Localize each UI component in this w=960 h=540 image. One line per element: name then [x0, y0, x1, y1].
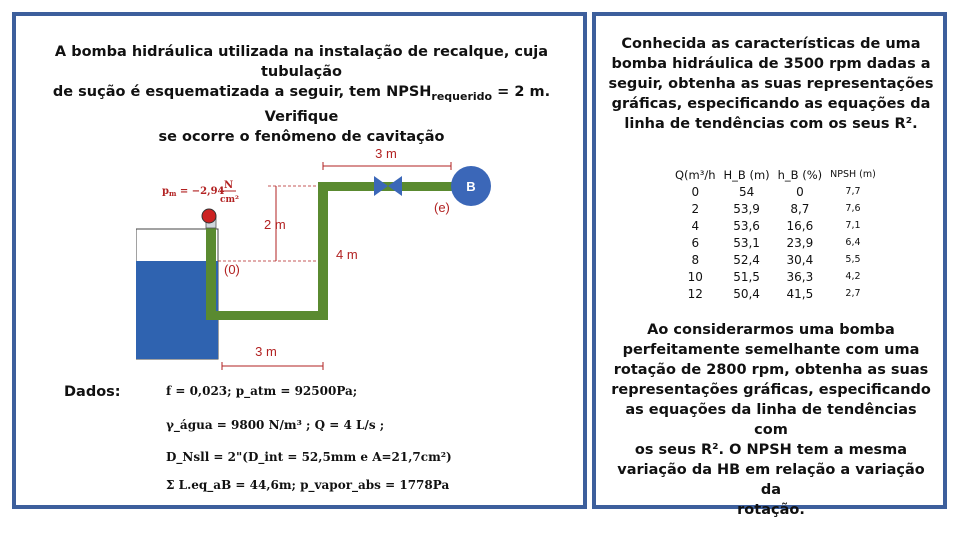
problem-line-3: se ocorre o fenômeno de cavitação	[158, 129, 445, 145]
svg-text:pm = −2,94: $p_m = -2,94$	[162, 186, 225, 198]
table-row: 6 53,1 23,9 6,4	[691, 235, 861, 250]
dados-label: Dados:	[64, 384, 121, 400]
valve-icon	[374, 176, 388, 196]
table-row: 0 54 0 7,7	[691, 184, 861, 199]
table-row: 4 53,6 16,6 7,1	[691, 218, 861, 233]
given-eq-2: γ_água = 9800 N/m³ ; Q = 4 L/s ;	[166, 418, 385, 432]
similar-pump-text: Ao considerarmos uma bomba perfeitamente semelhante com uma rotação de 2800 rpm, obtenha as suas representações gráficas, especificando as equações da linha de tendências com os seus R². O NPSH tem a mesma variação da HB em relação a variação da rotação.	[611, 322, 931, 518]
problem-line-1: A bomba hidráulica utilizada na instalação de recalque, cuja tubulação	[54, 44, 549, 80]
table-row: 8 52,4 30,4 5,5	[691, 252, 861, 267]
pump-characteristics-table	[671, 166, 880, 302]
problem-statement	[44, 42, 559, 147]
table-row: 10 51,5 36,3 4,2	[687, 269, 861, 284]
dimension-bottom: 3 m	[255, 344, 277, 359]
left-panel	[12, 12, 587, 509]
suction-pipe-vertical	[318, 184, 328, 320]
table-header-row	[671, 166, 880, 183]
intro-text: Conhecida as características de uma bomba hidráulica de 3500 rpm dadas a seguir, obtenha as suas representações gráficas, especificando as equações da linha de tendências com os seus R².	[608, 36, 934, 132]
pump-installation-diagram	[136, 134, 516, 374]
given-eq-1: f = 0,023; p_atm = 92500Pa;	[166, 384, 358, 398]
problem-line-2: de sução é esquematizada a seguir, tem $NPSH_{requerido} = 2$ m. Verifique	[52, 84, 551, 125]
suction-pipe-inlet	[206, 214, 216, 314]
section-e-label: (e)	[434, 200, 450, 215]
gauge-unit-den: cm²	[220, 195, 239, 205]
pressure-gauge-icon	[202, 209, 216, 223]
given-eq-4: Σ L.eq_aB = 44,6m; p_vapor_abs = 1778Pa	[166, 478, 450, 492]
header-hb: H_B (m)	[723, 167, 770, 182]
header-npsh: NPSH (m)	[830, 169, 876, 180]
suction-pipe-horizontal	[206, 311, 328, 320]
header-q: Q(m³/h	[675, 167, 716, 182]
given-eq-3: D_Nsll = 2"(D_int = 52,5mm e A=21,7cm²)	[166, 450, 452, 464]
tank-water	[136, 261, 218, 359]
dimension-2m: 2 m	[264, 217, 286, 232]
header-efficiency: h_B (%)	[777, 167, 823, 182]
right-panel	[592, 12, 947, 518]
table-row: 2 53,9 8,7 7,6	[691, 201, 861, 216]
gauge-unit-num: N	[224, 180, 234, 191]
section-0-label: (0)	[224, 262, 240, 277]
table-row: 12 50,4 41,5 2,7	[687, 286, 861, 301]
dimension-4m: 4 m	[336, 247, 358, 262]
dimension-top: 3 m	[375, 146, 397, 161]
pump-label: B	[466, 179, 476, 194]
